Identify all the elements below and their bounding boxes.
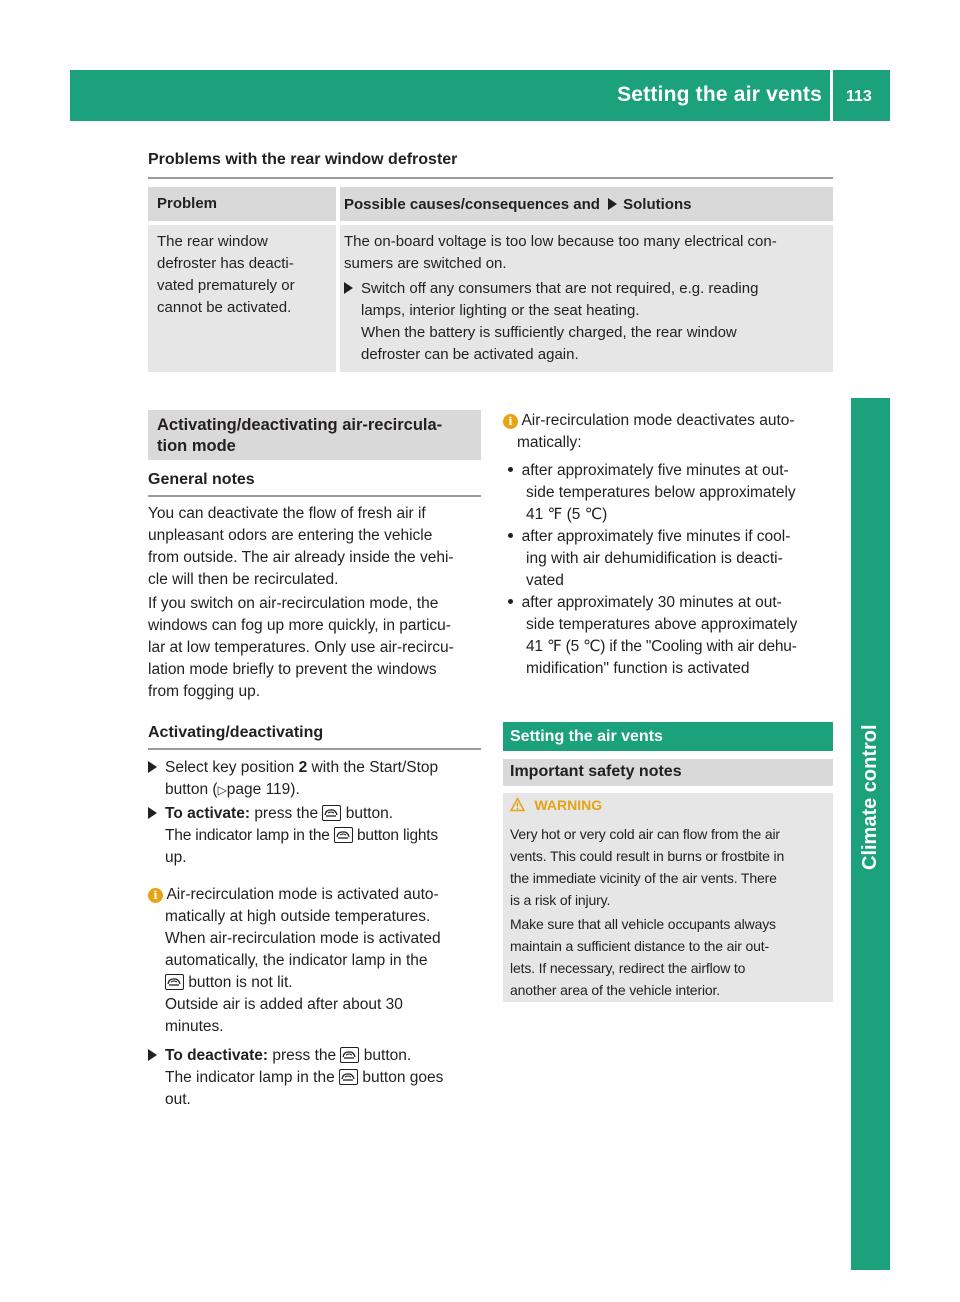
solution-step — [344, 278, 829, 300]
text-line: midification" function is activated — [526, 660, 750, 677]
warning-label: WARNING — [534, 797, 603, 813]
list-item — [508, 460, 838, 526]
text: with the Start/Stop — [311, 759, 439, 776]
chapter-side-tab-label: Climate control — [858, 724, 881, 870]
text-line: automatically, the indicator lamp in the — [165, 952, 428, 969]
step-label: To activate: — [165, 805, 250, 822]
warning-triangle-icon — [510, 797, 525, 812]
text-line: sumers are switched on. — [344, 255, 507, 272]
text-line: defroster can be activated again. — [361, 346, 579, 363]
text-line: vated — [526, 572, 564, 589]
text: button is not lit. — [188, 974, 293, 991]
table-column-divider — [336, 187, 340, 372]
text: The indicator lamp in the — [165, 1069, 335, 1086]
section-heading-air-vents: Setting the air vents — [510, 728, 663, 745]
action-arrow-icon — [344, 282, 353, 294]
step-select-key — [148, 757, 488, 801]
bullet-icon — [508, 533, 513, 538]
text: button ( — [165, 781, 218, 798]
subsection-heading-safety: Important safety notes — [510, 763, 682, 780]
text-line: When the battery is sufficiently charged, the rear window — [361, 324, 737, 341]
text-line: ing with air dehumidification is deacti- — [526, 550, 783, 567]
chapter-side-tab-label-wrap — [851, 660, 890, 1260]
warning-paragraph — [510, 823, 832, 911]
list-item — [508, 526, 838, 592]
text-line: Outside air is added after about 30 — [165, 996, 403, 1013]
text-line: from fogging up. — [148, 683, 261, 700]
air-recirculation-icon — [340, 1047, 359, 1063]
table-cell-causes — [344, 231, 829, 275]
subheading-rule — [148, 495, 481, 497]
text-line: 41 ℉ (5 ℃) — [526, 506, 608, 523]
text: after approximately five minutes at out- — [521, 462, 789, 479]
info-icon: i — [503, 414, 518, 429]
section-heading — [157, 415, 442, 457]
text-line: lar at low temperatures. Only use air-recircu- — [148, 639, 454, 656]
text: press the — [254, 805, 319, 822]
air-recirculation-icon — [339, 1069, 358, 1085]
text-line: lamps, interior lighting or the seat heating. — [361, 302, 640, 319]
table-title: Problems with the rear window defroster — [148, 151, 458, 168]
text-line: matically at high outside temperatures. — [165, 908, 431, 925]
text: Air-recirculation mode deactivates auto- — [521, 412, 795, 429]
text-line: When air-recirculation mode is activated — [165, 930, 441, 947]
text-line: is a risk of injury. — [510, 892, 611, 908]
text-line: side temperatures above approximately — [526, 616, 798, 633]
text-line: unpleasant odors are entering the vehicle — [148, 527, 433, 544]
page-number: 113 — [846, 88, 872, 105]
section-heading-line: Activating/deactivating air-recircula- — [157, 416, 443, 434]
table-row-separator — [148, 221, 833, 225]
text-line: vated prematurely or — [157, 277, 295, 294]
text-line: The on-board voltage is too low because too many electrical con- — [344, 233, 777, 250]
paragraph — [148, 593, 483, 703]
text-line: up. — [165, 849, 187, 866]
text-line: from outside. The air already inside the vehi- — [148, 549, 454, 566]
text-line: If you switch on air-recirculation mode, the — [148, 595, 439, 612]
text: The indicator lamp in the — [165, 827, 330, 844]
text-line: Very hot or very cold air can flow from the air — [510, 826, 780, 842]
text: after approximately five minutes if cool- — [521, 528, 791, 545]
air-recirculation-icon — [334, 827, 353, 843]
action-arrow-icon — [148, 761, 157, 773]
info-note-right — [503, 410, 838, 454]
warning-paragraph — [510, 913, 832, 1001]
step-label: To deactivate: — [165, 1047, 269, 1064]
text: Air-recirculation mode is activated auto- — [166, 886, 439, 903]
text-line: Switch off any consumers that are not required, e.g. reading — [361, 280, 759, 297]
table-header-solutions-text: Solutions — [623, 196, 692, 213]
key-position: 2 — [298, 759, 308, 776]
text-line: matically: — [517, 434, 582, 451]
table-header-problem: Problem — [157, 195, 218, 212]
text-line: vents. This could result in burns or frostbite in — [510, 848, 785, 864]
header-separator — [830, 70, 833, 121]
text: button. — [345, 805, 394, 822]
text-line: cannot be activated. — [157, 299, 292, 316]
table-header-causes — [344, 196, 691, 213]
subheading-general-notes: General notes — [148, 471, 255, 488]
page-ref-icon: ▷ — [217, 783, 227, 797]
subheading-rule — [148, 748, 481, 750]
page-header-title: Setting the air vents — [617, 83, 822, 106]
info-icon: i — [148, 888, 163, 903]
text-line: maintain a sufficient distance to the air out- — [510, 938, 769, 954]
subheading-activating: Activating/deactivating — [148, 724, 324, 741]
text-line: 41 ℉ (5 ℃) if the "Cooling with air dehu- — [526, 638, 797, 655]
text: button goes — [362, 1069, 444, 1086]
text-line: side temperatures below approximately — [526, 484, 796, 501]
text-line: lets. If necessary, redirect the airflow to — [510, 960, 746, 976]
text-line: The rear window — [157, 233, 268, 250]
air-recirculation-icon — [322, 805, 341, 821]
text-line: You can deactivate the flow of fresh air if — [148, 505, 426, 522]
step-deactivate — [148, 1045, 493, 1111]
text-line: Make sure that all vehicle occupants always — [510, 916, 776, 932]
info-note — [148, 884, 493, 1038]
table-cell-solution — [344, 278, 829, 366]
table-cell-problem — [157, 231, 332, 319]
paragraph — [148, 503, 483, 591]
text: button. — [363, 1047, 412, 1064]
air-recirculation-icon — [165, 974, 184, 990]
text-line: minutes. — [165, 1018, 224, 1035]
text-line: out. — [165, 1091, 191, 1108]
bullet-list — [508, 460, 838, 680]
text-line: defroster has deacti- — [157, 255, 294, 272]
bullet-icon — [508, 467, 513, 472]
list-item — [508, 592, 838, 680]
bullet-icon — [508, 599, 513, 604]
arrow-right-icon — [608, 198, 617, 210]
table-header-causes-text: Possible causes/consequences and — [344, 196, 600, 213]
action-arrow-icon — [148, 807, 157, 819]
text: press the — [272, 1047, 337, 1064]
warning-heading — [510, 797, 602, 815]
text: Select key position — [165, 759, 295, 776]
section-heading-line: tion mode — [157, 437, 236, 455]
text-line: another area of the vehicle interior. — [510, 982, 721, 998]
table-title-rule — [148, 177, 833, 179]
text-line: windows can fog up more quickly, in particu- — [148, 617, 451, 634]
action-arrow-icon — [148, 1049, 157, 1061]
text-line: lation mode briefly to prevent the windows — [148, 661, 437, 678]
text: after approximately 30 minutes at out- — [521, 594, 782, 611]
text-line: cle will then be recirculated. — [148, 571, 339, 588]
text-line: the immediate vicinity of the air vents. There — [510, 870, 777, 886]
step-activate — [148, 803, 493, 869]
text: button lights — [356, 827, 438, 844]
page-ref-text: page 119). — [226, 781, 300, 798]
